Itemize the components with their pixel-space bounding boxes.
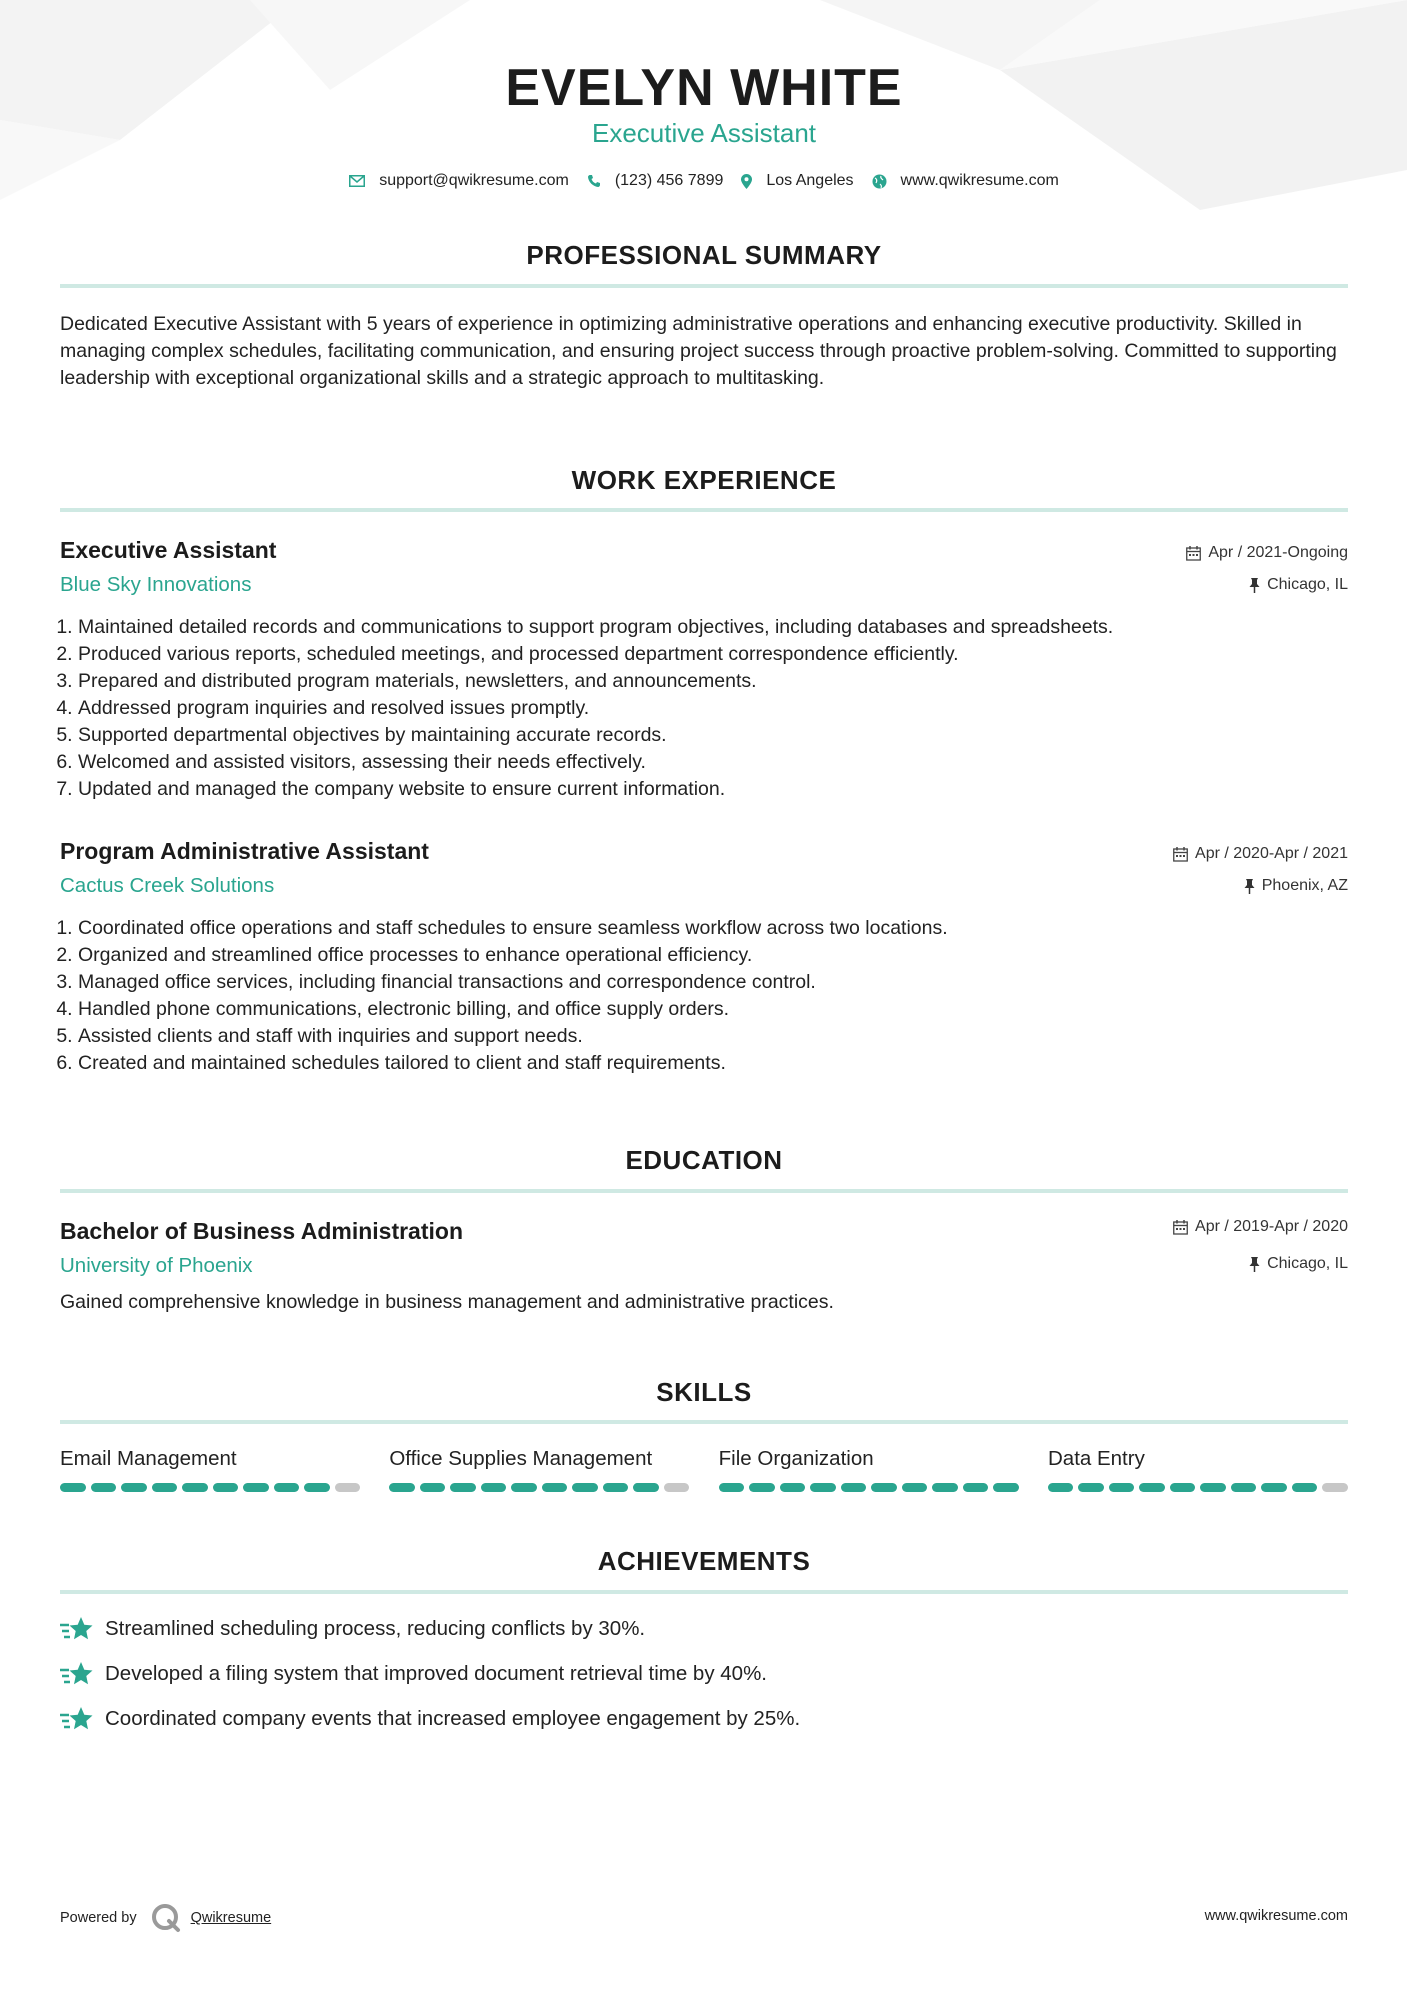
experience-heading: WORK EXPERIENCE (571, 465, 837, 495)
globe-icon (872, 174, 887, 189)
skill-item (389, 1447, 689, 1492)
skill-segment-filled (91, 1483, 117, 1492)
skill-segment-filled (511, 1483, 537, 1492)
skill-segment-filled (1109, 1483, 1135, 1492)
achievement-text: Developed a filing system that improved document retrieval time by 40%. (105, 1662, 768, 1685)
job-location (1249, 576, 1348, 594)
list-item: 2. Organized and streamlined office processes to enhance operational efficiency. (78, 942, 1366, 969)
education-heading: EDUCATION (625, 1145, 783, 1175)
list-item: 1. Coordinated office operations and staff schedules to ensure seamless workflow across two locations. (78, 915, 1366, 942)
job-title: Executive Assistant (60, 537, 277, 563)
skill-segment-filled (572, 1483, 598, 1492)
skill-segment-filled (1292, 1483, 1318, 1492)
skill-level-bar (1048, 1483, 1348, 1492)
contact-phone[interactable] (587, 172, 724, 190)
skill-segment-filled (152, 1483, 178, 1492)
calendar-icon (1173, 1220, 1188, 1235)
skill-segment-filled (542, 1483, 568, 1492)
skill-segment-filled (749, 1483, 775, 1492)
education-description: Gained comprehensive knowledge in business management and administrative practices. (60, 1291, 834, 1313)
star-icon (60, 1661, 93, 1687)
list-item: 3. Prepared and distributed program materials, newsletters, and announcements. (78, 668, 1366, 695)
skill-segment-filled (963, 1483, 989, 1492)
pushpin-icon (1249, 578, 1260, 593)
list-item: 4. Handled phone communications, electronic billing, and office supply orders. (78, 996, 1366, 1023)
summary-divider (60, 284, 1348, 288)
skills-divider (60, 1420, 1348, 1424)
pushpin-icon (1244, 879, 1255, 894)
education-location-text: Chicago, IL (1267, 1255, 1348, 1272)
skill-segment-filled (389, 1483, 415, 1492)
email-text: support@qwikresume.com (379, 172, 569, 189)
star-icon (60, 1616, 93, 1642)
education-dates-text: Apr / 2019-Apr / 2020 (1195, 1218, 1348, 1235)
qwikresume-link[interactable]: Qwikresume (190, 1910, 272, 1926)
skill-segment-filled (780, 1483, 806, 1492)
calendar-icon (1186, 546, 1201, 561)
achievement-item (60, 1661, 767, 1687)
skill-segment-filled (871, 1483, 897, 1492)
contact-bar (60, 172, 1348, 190)
skill-segment-filled (243, 1483, 269, 1492)
star-icon (60, 1706, 93, 1732)
achievement-text: Coordinated company events that increased employee engagement by 25%. (105, 1707, 801, 1730)
skill-segment-filled (274, 1483, 300, 1492)
website-text: www.qwikresume.com (900, 172, 1059, 189)
skill-segment-empty (1322, 1483, 1348, 1492)
achievements-heading: ACHIEVEMENTS (597, 1546, 811, 1576)
skill-name: Data Entry (1047, 1447, 1145, 1470)
skill-segment-empty (664, 1483, 690, 1492)
skill-level-bar (389, 1483, 689, 1492)
pushpin-icon (1249, 1257, 1260, 1272)
skill-item (1048, 1447, 1348, 1492)
skill-segment-filled (810, 1483, 836, 1492)
qwikresume-logo-icon (151, 1903, 181, 1933)
skills-grid (60, 1447, 1348, 1492)
job-location (1244, 877, 1348, 895)
phone-icon (587, 174, 601, 188)
list-item: 7. Updated and managed the company website to ensure current information. (78, 776, 1366, 803)
job-responsibilities (60, 614, 1366, 803)
achievement-text: Streamlined scheduling process, reducing conflicts by 30%. (105, 1617, 646, 1640)
contact-email[interactable] (349, 172, 569, 190)
job-company: Cactus Creek Solutions (60, 874, 275, 897)
skill-segment-filled (932, 1483, 958, 1492)
summary-heading: PROFESSIONAL SUMMARY (526, 240, 882, 270)
job-responsibilities (60, 915, 1366, 1077)
skill-segment-filled (182, 1483, 208, 1492)
skills-heading: SKILLS (656, 1377, 752, 1407)
job-dates-text: Apr / 2021-Ongoing (1208, 544, 1348, 561)
list-item: 6. Created and maintained schedules tailored to client and staff requirements. (78, 1050, 1366, 1077)
location-text: Los Angeles (766, 172, 854, 189)
skill-level-bar (719, 1483, 1019, 1492)
summary-text: Dedicated Executive Assistant with 5 years of experience in optimizing administrative operations and enhancing executive productivity. Skilled in managing complex schedules, facilitating communication, and ensuring project success through proactive problem-solving. Committed to supporting leadership with exceptional organizational skills and a strategic approach to multitasking. (60, 313, 1337, 389)
envelope-icon (349, 175, 365, 187)
candidate-title: Executive Assistant (592, 118, 816, 148)
job-dates (1173, 845, 1348, 863)
skill-item (719, 1447, 1019, 1492)
list-item: 5. Supported departmental objectives by maintaining accurate records. (78, 722, 1366, 749)
job-dates-text: Apr / 2020-Apr / 2021 (1195, 845, 1348, 862)
skill-segment-filled (993, 1483, 1019, 1492)
education-dates (1173, 1218, 1348, 1236)
phone-text: (123) 456 7899 (614, 172, 724, 189)
skill-segment-filled (603, 1483, 629, 1492)
job-title: Program Administrative Assistant (60, 838, 429, 864)
skill-segment-filled (213, 1483, 239, 1492)
skill-segment-filled (1078, 1483, 1104, 1492)
list-item: 1. Maintained detailed records and communications to support program objectives, including databases and spreadsheets. (78, 614, 1366, 641)
experience-divider (60, 508, 1348, 512)
achievements-divider (60, 1590, 1348, 1594)
skill-segment-filled (450, 1483, 476, 1492)
skill-segment-filled (481, 1483, 507, 1492)
contact-location (741, 172, 853, 190)
candidate-name: EVELYN WHITE (505, 59, 903, 117)
list-item: 6. Welcomed and assisted visitors, assessing their needs effectively. (78, 749, 1366, 776)
contact-website[interactable] (872, 172, 1059, 190)
job-location-text: Chicago, IL (1267, 576, 1348, 593)
school-name: University of Phoenix (60, 1254, 253, 1277)
skill-segment-filled (420, 1483, 446, 1492)
job-company: Blue Sky Innovations (60, 573, 252, 596)
skill-segment-filled (1048, 1483, 1074, 1492)
skill-name: File Organization (718, 1447, 874, 1470)
education-divider (60, 1189, 1348, 1193)
powered-by-label: Powered by (60, 1910, 137, 1926)
job-location-text: Phoenix, AZ (1261, 877, 1348, 894)
skill-segment-filled (1170, 1483, 1196, 1492)
list-item: 2. Produced various reports, scheduled meetings, and processed department correspondence efficiently. (78, 641, 1366, 668)
job-dates (1186, 544, 1348, 562)
skill-segment-filled (1200, 1483, 1226, 1492)
list-item: 3. Managed office services, including financial transactions and correspondence control. (78, 969, 1366, 996)
list-item: 4. Addressed program inquiries and resolved issues promptly. (78, 695, 1366, 722)
skill-item (60, 1447, 360, 1492)
education-location (1249, 1255, 1348, 1273)
skill-segment-filled (60, 1483, 86, 1492)
skill-name: Email Management (60, 1447, 237, 1470)
skill-segment-filled (121, 1483, 147, 1492)
skill-segment-filled (1139, 1483, 1165, 1492)
skill-segment-empty (335, 1483, 361, 1492)
achievement-item (60, 1616, 645, 1642)
skill-segment-filled (1261, 1483, 1287, 1492)
skill-segment-filled (1231, 1483, 1257, 1492)
skill-segment-filled (633, 1483, 659, 1492)
calendar-icon (1173, 847, 1188, 862)
map-pin-icon (741, 174, 752, 189)
footer-website[interactable]: www.qwikresume.com (1204, 1908, 1348, 1924)
skill-segment-filled (719, 1483, 745, 1492)
skill-name: Office Supplies Management (389, 1447, 653, 1470)
skill-segment-filled (304, 1483, 330, 1492)
skill-segment-filled (841, 1483, 867, 1492)
degree-title: Bachelor of Business Administration (60, 1218, 463, 1244)
skill-level-bar (60, 1483, 360, 1492)
skill-segment-filled (902, 1483, 928, 1492)
footer-powered-by (60, 1903, 271, 1933)
list-item: 5. Assisted clients and staff with inquiries and support needs. (78, 1023, 1366, 1050)
achievement-item (60, 1706, 800, 1732)
